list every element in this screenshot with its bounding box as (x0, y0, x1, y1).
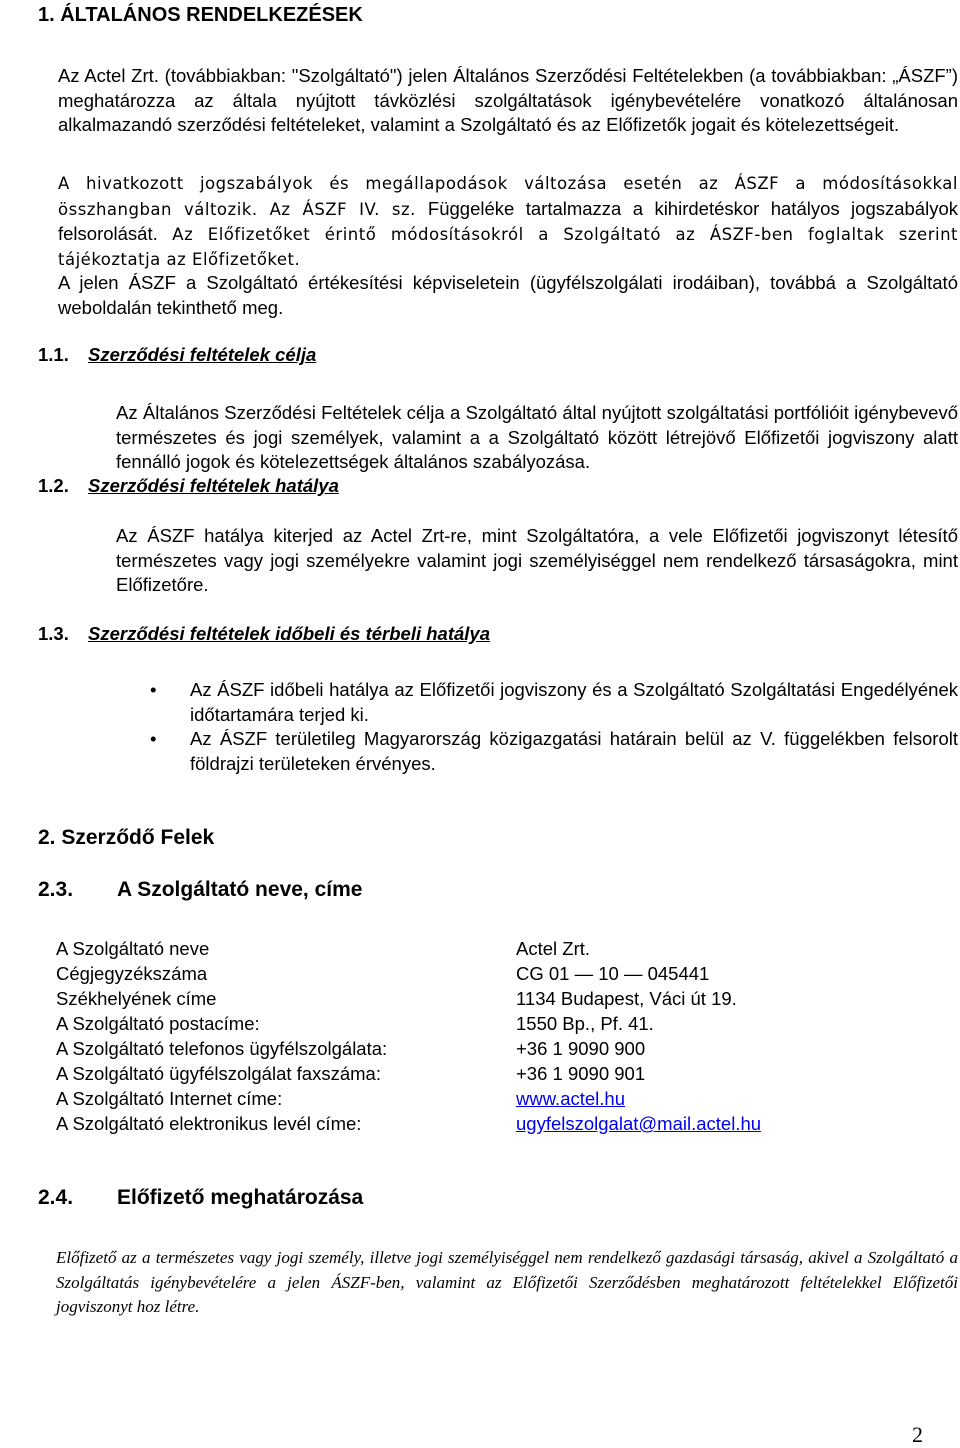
section-1-1-number: 1.1. (38, 344, 69, 365)
row-label: A Szolgáltató ügyfélszolgálat faxszáma: (56, 1063, 381, 1084)
section-1-1-heading (38, 344, 316, 366)
intro-paragraph-2b: Függeléke tartalmazza a kihirdetéskor hatályos jogszabályok felsorolását. (58, 197, 958, 244)
table-row (56, 1011, 761, 1036)
intro-paragraph-2 (58, 172, 958, 272)
table-row (56, 1061, 761, 1086)
row-value: CG 01 — 10 — 045441 (516, 963, 710, 984)
section-2-heading: 2. Szerződő Felek (38, 826, 215, 849)
row-label: A Szolgáltató telefonos ügyfélszolgálata: (56, 1038, 388, 1059)
row-label: A Szolgáltató neve (56, 938, 210, 959)
bullet-icon: • (150, 679, 157, 700)
section-1-1-body: Az Általános Szerződési Feltételek célja a Szolgáltató által nyújtott szolgáltatási portfólióit igénybevevő természetes és jogi személyek, valamint a a Szolgáltató között létrejövő Előfizetői jogviszony alatt fennálló jogok és kötelezettségek általános szabályozása. (116, 402, 958, 472)
section-1-2-title: Szerződési feltételek hatálya (88, 475, 339, 496)
table-row (56, 1036, 761, 1061)
email-link[interactable]: ugyfelszolgalat@mail.actel.hu (516, 1113, 762, 1134)
section-2-3-heading (38, 878, 362, 902)
table-row (56, 1086, 761, 1111)
page-number: 2 (912, 1422, 923, 1447)
heading-general-provisions: 1. ÁLTALÁNOS RENDELKEZÉSEK (38, 4, 363, 26)
section-2-3-number: 2.3. (38, 878, 74, 901)
list-item (150, 727, 958, 776)
row-value: +36 1 9090 901 (516, 1063, 646, 1084)
section-2-4-heading (38, 1186, 363, 1210)
website-link[interactable]: www.actel.hu (516, 1088, 625, 1109)
bullet-text: Az ÁSZF területileg Magyarország közigazgatási határain belül az V. függelékben felsorolt földrajzi területeken érvényes. (190, 728, 958, 774)
row-label: A Szolgáltató Internet címe: (56, 1088, 283, 1109)
section-1-3-heading (38, 623, 490, 645)
table-row (56, 936, 761, 961)
section-1-2-heading (38, 475, 339, 497)
intro-paragraph-2c: Az Előfizetőket érintő módosításokról a Szolgáltató az ÁSZF-ben foglaltak szerint tájékoztatja az Előfizetőket. (58, 225, 958, 269)
list-item (150, 678, 958, 727)
bullet-text: Az ÁSZF időbeli hatálya az Előfizetői jogviszony és a Szolgáltató Szolgáltatási Engedélyének időtartamára terjed ki. (190, 679, 958, 725)
bullet-icon: • (150, 728, 157, 749)
section-2-3-title: A Szolgáltató neve, címe (117, 878, 363, 901)
row-label: Cégjegyzékszáma (56, 963, 208, 984)
table-row (56, 1111, 761, 1136)
intro-paragraph-2a: A hivatkozott jogszabályok és megállapodások változása esetén az ÁSZF a módosításokkal összhangban változik. Az ÁSZF IV. sz. (58, 174, 958, 219)
row-label: A Szolgáltató elektronikus levél címe: (56, 1113, 362, 1134)
row-label: Székhelyének címe (56, 988, 217, 1009)
section-1-1-title: Szerződési feltételek célja (88, 344, 317, 365)
section-2-4-body: Előfizető az a természetes vagy jogi személy, illetve jogi személyiséggel nem rendelkező gazdasági társaság, akivel a Szolgáltató a Szolgáltatás igénybevételére a jelen ÁSZF-ben, valamint az Előfizetői Szerződésben meghatározott feltételekkel Előfizetői jogviszonyt hoz létre. (56, 1248, 958, 1316)
section-1-3-bullet-list (150, 678, 958, 776)
provider-info-table (56, 936, 761, 1136)
section-1-3-title: Szerződési feltételek időbeli és térbeli hatálya (88, 623, 491, 644)
table-row (56, 986, 761, 1011)
row-value: +36 1 9090 900 (516, 1038, 646, 1059)
section-2-4-title: Előfizető meghatározása (117, 1186, 364, 1209)
section-1-2-number: 1.2. (38, 475, 69, 496)
row-value: 1134 Budapest, Váci út 19. (516, 988, 737, 1009)
section-2-4-number: 2.4. (38, 1186, 74, 1209)
section-1-3-number: 1.3. (38, 623, 69, 644)
section-1-2-body: Az ÁSZF hatálya kiterjed az Actel Zrt-re, mint Szolgáltatóra, a vele Előfizetői jogviszonyt létesítő természetes vagy jogi személyekre valamint jogi személyiséggel nem rendelkező társaságokra, mint Előfizetőre. (116, 525, 958, 595)
table-row (56, 961, 761, 986)
row-value: Actel Zrt. (516, 938, 591, 959)
intro-paragraph-3: A jelen ÁSZF a Szolgáltató értékesítési képviseletein (ügyfélszolgálati irodáiban), továbbá a Szolgáltató weboldalán tekinthető meg. (58, 272, 958, 318)
row-label: A Szolgáltató postacíme: (56, 1013, 260, 1034)
intro-paragraph-1: Az Actel Zrt. (továbbiakban: "Szolgáltató") jelen Általános Szerződési Feltételekben (a továbbiakban: „ÁSZF”) meghatározza az általa nyújtott távközlési szolgáltatások igénybevételére vonatkozó általánosan alkalmazandó szerződési feltételeket, valamint a Szolgáltató és az Előfizetők jogait és kötelezettségeit. (58, 65, 958, 135)
row-value: 1550 Bp., Pf. 41. (516, 1013, 654, 1034)
